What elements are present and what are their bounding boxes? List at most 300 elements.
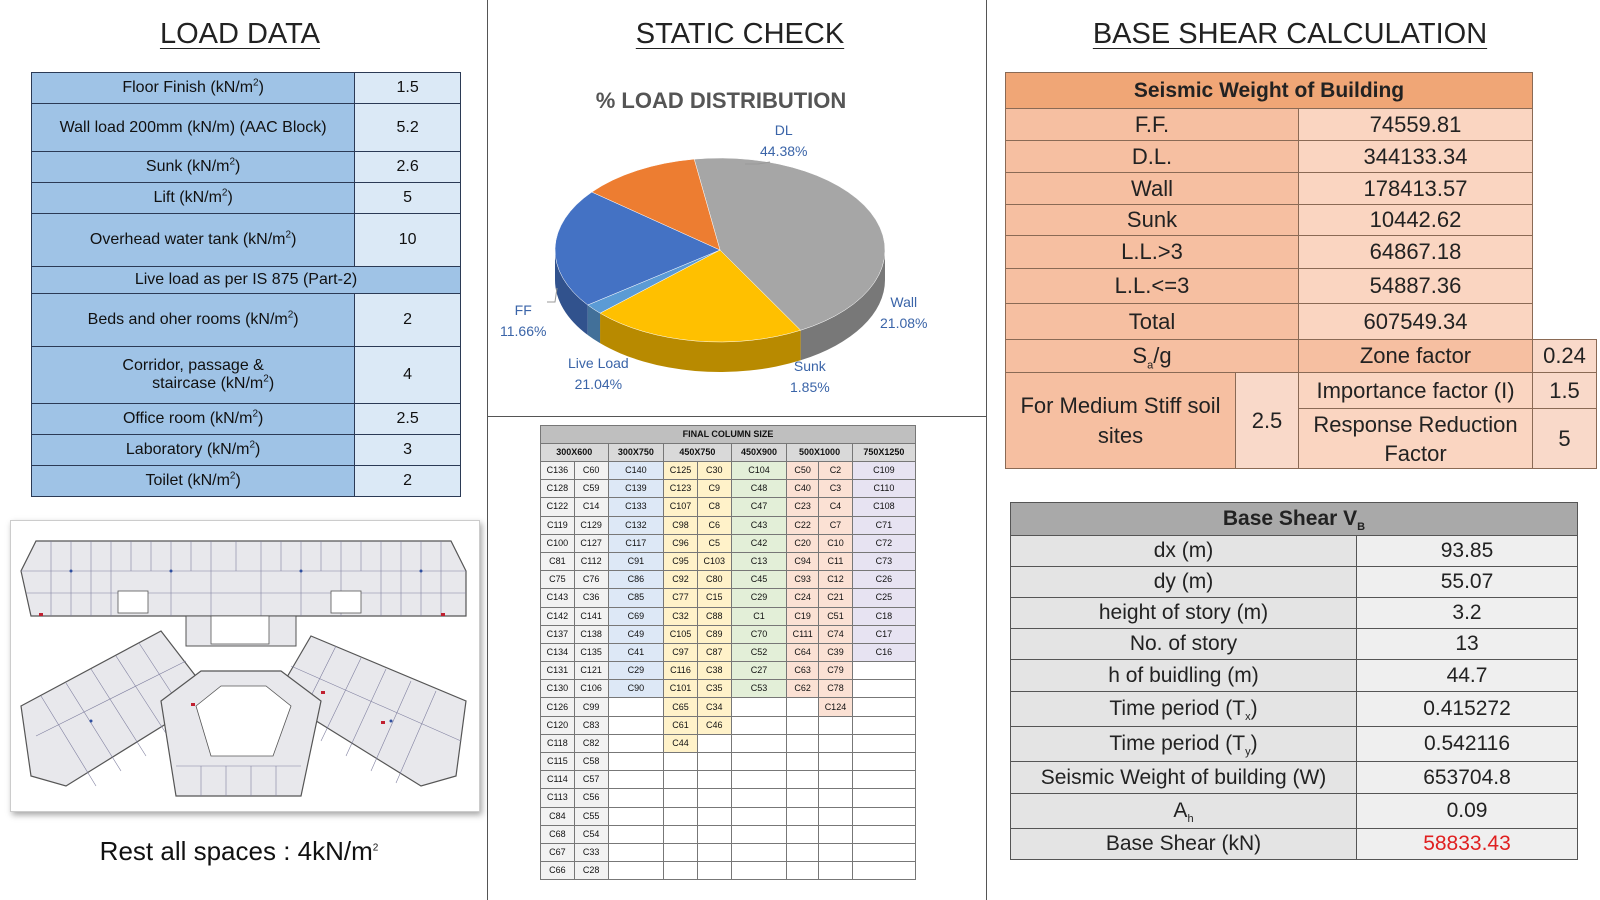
zone-factor-label: Zone factor [1299, 340, 1533, 373]
column-cell: C91 [608, 552, 664, 570]
column-cell [787, 862, 819, 880]
column-cell: C61 [664, 716, 698, 734]
column-cell: C104 [731, 462, 787, 480]
column-cell [664, 753, 698, 771]
column-cell: C20 [787, 534, 819, 552]
load-value: 10 [355, 214, 461, 267]
column-cell [608, 698, 664, 716]
base-shear-label-sub: h [1187, 813, 1194, 826]
column-cell: C43 [731, 516, 787, 534]
base-shear-row [1011, 660, 1578, 692]
column-cell [787, 807, 819, 825]
column-cell [608, 843, 664, 861]
column-cell: C97 [664, 643, 698, 661]
column-cell: C59 [574, 480, 608, 498]
base-shear-row [1011, 727, 1578, 762]
base-shear-label-text: Time period (T [1109, 732, 1246, 755]
seismic-blank [1533, 269, 1597, 304]
zone-factor-value: 0.24 [1533, 340, 1597, 373]
seismic-header-row [1006, 73, 1597, 109]
importance-factor-label: Importance factor (I) [1299, 373, 1533, 409]
base-shear-label-text: Seismic Weight of building (W) [1040, 765, 1327, 789]
load-row [32, 214, 461, 267]
column-cell: C23 [787, 498, 819, 516]
seismic-value: 344133.34 [1299, 141, 1533, 173]
response-label-line2: Factor [1384, 440, 1447, 466]
column-cell [697, 862, 731, 880]
base-shear-value: 3.2 [1357, 598, 1578, 629]
column-row [541, 862, 916, 880]
live-load-row [32, 466, 461, 497]
response-reduction-label [1299, 409, 1533, 469]
column-cell: C3 [819, 480, 853, 498]
load-value: 3 [355, 435, 461, 466]
column-cell: C10 [819, 534, 853, 552]
column-cell: C64 [787, 643, 819, 661]
column-cell: C111 [787, 625, 819, 643]
column-cell: C87 [697, 643, 731, 661]
base-shear-value: 0.415272 [1357, 692, 1578, 727]
load-label-sup: 2 [249, 439, 256, 451]
load-row [32, 104, 461, 152]
column-cell [852, 807, 915, 825]
column-cell: C117 [608, 534, 664, 552]
column-cell: C35 [697, 680, 731, 698]
base-shear-label-text: height of story (m) [1098, 601, 1269, 624]
load-label [32, 435, 355, 466]
load-label-tail: ) [258, 79, 264, 96]
column-cell: C137 [541, 625, 575, 643]
base-shear-row [1011, 567, 1578, 598]
load-label-tail: ) [235, 158, 241, 175]
column-cell: C81 [541, 552, 575, 570]
column-cell: C84 [541, 807, 575, 825]
load-label-tail: ) [258, 410, 264, 427]
column-cell: C17 [852, 625, 915, 643]
load-label-line1: Corridor, passage & [122, 357, 264, 374]
base-shear-row [1011, 762, 1578, 794]
column-cell [819, 753, 853, 771]
column-cell: C53 [731, 680, 787, 698]
soil-label-line2: sites [1097, 422, 1144, 448]
column-cell: C125 [664, 462, 698, 480]
load-row [32, 73, 461, 104]
column-cell: C26 [852, 571, 915, 589]
column-cell: C33 [574, 843, 608, 861]
column-cell [852, 789, 915, 807]
column-row [541, 825, 916, 843]
column-cell [819, 716, 853, 734]
base-shear-label-text: A [1173, 799, 1188, 822]
column-cell: C90 [608, 680, 664, 698]
load-label [32, 347, 355, 404]
column-schedule [540, 425, 916, 883]
seismic-value: 10442.62 [1299, 205, 1533, 236]
column-cell: C12 [819, 571, 853, 589]
column-cell: C140 [608, 462, 664, 480]
seismic-label: Total [1006, 304, 1299, 340]
column-cell [664, 807, 698, 825]
column-cell: C40 [787, 480, 819, 498]
column-cell [664, 771, 698, 789]
column-cell: C120 [541, 716, 575, 734]
live-load-row [32, 435, 461, 466]
column-cell: C24 [787, 589, 819, 607]
base-shear-label-sub: y [1245, 746, 1251, 759]
seismic-label: Sunk [1006, 205, 1299, 236]
column-cell [697, 734, 731, 752]
column-cell [819, 825, 853, 843]
column-cell: C51 [819, 607, 853, 625]
column-cell: C116 [664, 662, 698, 680]
seismic-blank [1533, 236, 1597, 269]
pie-label-ff [500, 300, 546, 342]
column-cell [731, 771, 787, 789]
column-cell: C2 [819, 462, 853, 480]
column-schedule-title-row [541, 426, 916, 444]
base-shear-header-sub: B [1357, 521, 1366, 534]
load-label [32, 294, 355, 347]
load-label [32, 73, 355, 104]
column-group-row [541, 444, 916, 462]
column-cell: C118 [541, 734, 575, 752]
column-cell: C124 [819, 698, 853, 716]
column-cell: C96 [664, 534, 698, 552]
seismic-row [1006, 304, 1597, 340]
column-cell [787, 753, 819, 771]
column-cell [608, 753, 664, 771]
column-cell [819, 843, 853, 861]
base-shear-header [1011, 503, 1578, 536]
seismic-blank [1533, 73, 1597, 109]
load-label-text: Sunk (kN/m [145, 158, 230, 175]
column-row [541, 843, 916, 861]
column-cell: C77 [664, 589, 698, 607]
column-cell [664, 789, 698, 807]
base-shear-heading: BASE SHEAR CALCULATION [1092, 18, 1488, 50]
column-cell: C5 [697, 534, 731, 552]
pie-label-value: 21.08% [880, 315, 928, 331]
column-cell: C14 [574, 498, 608, 516]
load-label-sup: 2 [229, 470, 236, 482]
column-cell: C126 [541, 698, 575, 716]
column-cell: C11 [819, 552, 853, 570]
column-cell [664, 843, 698, 861]
column-row [541, 480, 916, 498]
column-cell [852, 843, 915, 861]
base-shear-label-text: Base Shear (kN) [1105, 832, 1262, 855]
seismic-value: 64867.18 [1299, 236, 1533, 269]
column-cell [731, 716, 787, 734]
column-schedule-table [540, 425, 916, 880]
load-label-text: Office room (kN/m [122, 410, 253, 427]
column-cell: C27 [731, 662, 787, 680]
sa-g-row [1006, 340, 1597, 373]
column-cell: C86 [608, 571, 664, 589]
pie-chart [488, 110, 986, 410]
column-cell: C50 [787, 462, 819, 480]
base-shear-label [1011, 762, 1357, 794]
load-label-tail: ) [293, 311, 299, 328]
load-label-sup: 2 [253, 77, 259, 89]
column-cell: C70 [731, 625, 787, 643]
column-cell: C122 [541, 498, 575, 516]
load-label [32, 152, 355, 183]
column-cell: C78 [819, 680, 853, 698]
column-schedule-title: FINAL COLUMN SIZE [541, 426, 916, 444]
column-cell: C121 [574, 662, 608, 680]
load-label-line2 [32, 375, 354, 393]
base-shear-value: 58833.43 [1357, 829, 1578, 860]
seismic-label: L.L.<=3 [1006, 269, 1299, 304]
seismic-row [1006, 109, 1597, 141]
column-cell: C13 [731, 552, 787, 570]
column-cell: C55 [574, 807, 608, 825]
column-cell: C109 [852, 462, 915, 480]
column-cell: C16 [852, 643, 915, 661]
column-row [541, 662, 916, 680]
chart-title: % LOAD DISTRIBUTION [595, 88, 847, 113]
base-shear-label-text: dy (m) [1153, 570, 1214, 593]
column-row [541, 734, 916, 752]
column-cell: C119 [541, 516, 575, 534]
column-cell: C75 [541, 571, 575, 589]
column-cell: C99 [574, 698, 608, 716]
live-load-header-row [32, 267, 461, 294]
column-cell: C48 [731, 480, 787, 498]
column-group-header: 300X600 [541, 444, 609, 462]
load-label-sup: 2 [263, 373, 269, 385]
column-row [541, 571, 916, 589]
base-shear-row [1011, 692, 1578, 727]
column-cell: C45 [731, 571, 787, 589]
column-cell [819, 734, 853, 752]
column-cell [852, 698, 915, 716]
load-label [32, 214, 355, 267]
column-cell [664, 825, 698, 843]
live-load-row [32, 294, 461, 347]
column-row [541, 698, 916, 716]
column-cell: C108 [852, 498, 915, 516]
seismic-row [1006, 269, 1597, 304]
column-cell: C15 [697, 589, 731, 607]
column-cell [787, 843, 819, 861]
response-label-line1: Response Reduction [1313, 411, 1518, 437]
column-cell: C107 [664, 498, 698, 516]
column-cell: C52 [731, 643, 787, 661]
column-cell: C115 [541, 753, 575, 771]
load-label [32, 104, 355, 152]
load-value: 5 [355, 183, 461, 214]
column-cell [819, 771, 853, 789]
column-cell: C92 [664, 571, 698, 589]
column-cell: C85 [608, 589, 664, 607]
base-shear-table [1010, 502, 1578, 860]
column-cell [852, 771, 915, 789]
sa-g-sub: a [1147, 359, 1154, 372]
seismic-value: 54887.36 [1299, 269, 1533, 304]
load-label-sup: 2 [285, 229, 292, 241]
seismic-row [1006, 236, 1597, 269]
base-shear-row [1011, 598, 1578, 629]
column-cell: C58 [574, 753, 608, 771]
column-cell [852, 862, 915, 880]
load-value: 2.6 [355, 152, 461, 183]
column-cell: C134 [541, 643, 575, 661]
column-cell: C60 [574, 462, 608, 480]
load-label-text: Lift (kN/m [153, 189, 222, 206]
column-group-header: 450X750 [664, 444, 732, 462]
column-cell: C67 [541, 843, 575, 861]
base-shear-value: 0.542116 [1357, 727, 1578, 762]
column-cell: C56 [574, 789, 608, 807]
load-data-heading: LOAD DATA [159, 18, 321, 50]
column-cell: C142 [541, 607, 575, 625]
column-group-header: 500X1000 [787, 444, 853, 462]
load-label-sup: 2 [221, 187, 228, 199]
column-cell [697, 789, 731, 807]
load-label-tail: ) [291, 231, 297, 248]
column-cell: C49 [608, 625, 664, 643]
column-cell [852, 734, 915, 752]
pie-label-value: 21.04% [574, 376, 623, 392]
floor-plan [10, 520, 480, 812]
divider-middle [487, 416, 986, 417]
column-cell: C25 [852, 589, 915, 607]
load-label-text: Toilet (kN/m [145, 472, 230, 489]
load-label-sup: 2 [229, 156, 236, 168]
column-cell: C80 [697, 571, 731, 589]
seismic-label: L.L.>3 [1006, 236, 1299, 269]
column-cell: C32 [664, 607, 698, 625]
column-cell [819, 862, 853, 880]
pie-label-name: FF [514, 302, 532, 318]
base-shear-label [1011, 629, 1357, 660]
load-label-tail: ) [268, 375, 275, 392]
column-cell [608, 807, 664, 825]
column-cell: C72 [852, 534, 915, 552]
seismic-label: D.L. [1006, 141, 1299, 173]
sa-g-label [1006, 340, 1299, 373]
column-cell [697, 843, 731, 861]
column-cell: C19 [787, 607, 819, 625]
column-cell: C30 [697, 462, 731, 480]
column-group-header: 450X900 [731, 444, 787, 462]
column-row [541, 807, 916, 825]
pie-label-value: 1.85% [790, 379, 830, 395]
load-label-sup: 2 [287, 309, 294, 321]
seismic-header: Seismic Weight of Building [1006, 73, 1533, 109]
load-label-text: Overhead water tank (kN/m [89, 231, 286, 248]
column-cell: C110 [852, 480, 915, 498]
column-cell: C71 [852, 516, 915, 534]
live-load-row [32, 404, 461, 435]
column-cell [697, 825, 731, 843]
column-cell: C141 [574, 607, 608, 625]
column-cell [608, 789, 664, 807]
column-cell: C139 [608, 480, 664, 498]
sa-g-tail: /g [1153, 343, 1172, 368]
column-cell: C74 [819, 625, 853, 643]
column-cell [852, 753, 915, 771]
pie-label-name: Sunk [793, 358, 826, 374]
load-value: 1.5 [355, 73, 461, 104]
column-cell: C4 [819, 498, 853, 516]
column-cell [731, 698, 787, 716]
load-label-text: Beds and oher rooms (kN/m [87, 311, 288, 328]
seismic-weight-table [1005, 72, 1597, 469]
base-shear-label-text: h of buidling (m) [1108, 663, 1259, 687]
base-shear-label-text: No. of story [1129, 632, 1238, 655]
column-cell [787, 734, 819, 752]
column-cell: C88 [697, 607, 731, 625]
base-shear-label-text: Time period (T [1109, 697, 1246, 720]
base-shear-label [1011, 727, 1357, 762]
base-shear-value: 0.09 [1357, 794, 1578, 829]
base-shear-header-row [1011, 503, 1578, 536]
column-row [541, 534, 916, 552]
base-shear-row [1011, 794, 1578, 829]
base-shear-header-main: Base Shear V [1222, 507, 1358, 530]
column-cell: C138 [574, 625, 608, 643]
base-shear-label [1011, 829, 1357, 860]
seismic-row [1006, 205, 1597, 236]
seismic-blank [1533, 304, 1597, 340]
response-reduction-value: 5 [1533, 409, 1597, 469]
seismic-row [1006, 173, 1597, 205]
load-label [32, 466, 355, 497]
floor-plan-drawing [11, 521, 479, 811]
base-shear-value: 44.7 [1357, 660, 1578, 692]
column-cell: C95 [664, 552, 698, 570]
column-cell: C8 [697, 498, 731, 516]
base-shear-label [1011, 660, 1357, 692]
column-cell: C41 [608, 643, 664, 661]
column-cell: C89 [697, 625, 731, 643]
column-cell [697, 771, 731, 789]
column-cell [787, 825, 819, 843]
pie-label-dl [760, 120, 807, 162]
column-cell: C135 [574, 643, 608, 661]
column-cell: C79 [819, 662, 853, 680]
load-value: 4 [355, 347, 461, 404]
column-cell: C94 [787, 552, 819, 570]
seismic-value: 178413.57 [1299, 173, 1533, 205]
column-cell: C112 [574, 552, 608, 570]
load-data-table [31, 72, 461, 497]
load-value: 2 [355, 294, 461, 347]
column-group-header: 750X1250 [852, 444, 915, 462]
column-row [541, 516, 916, 534]
column-row [541, 716, 916, 734]
base-shear-label [1011, 692, 1357, 727]
column-cell [787, 698, 819, 716]
base-shear-value: 55.07 [1357, 567, 1578, 598]
load-label-tail: ) [227, 189, 233, 206]
pie-label-value: 44.38% [760, 143, 808, 159]
soil-label-line1: For Medium Stiff soil [1020, 392, 1221, 418]
column-cell: C57 [574, 771, 608, 789]
column-cell [731, 825, 787, 843]
sa-g-main: S [1132, 343, 1148, 368]
seismic-row [1006, 141, 1597, 173]
load-label [32, 404, 355, 435]
load-value: 5.2 [355, 104, 461, 152]
column-cell [787, 789, 819, 807]
column-cell [787, 716, 819, 734]
pie-label-value: 11.66% [500, 323, 547, 339]
column-cell: C133 [608, 498, 664, 516]
